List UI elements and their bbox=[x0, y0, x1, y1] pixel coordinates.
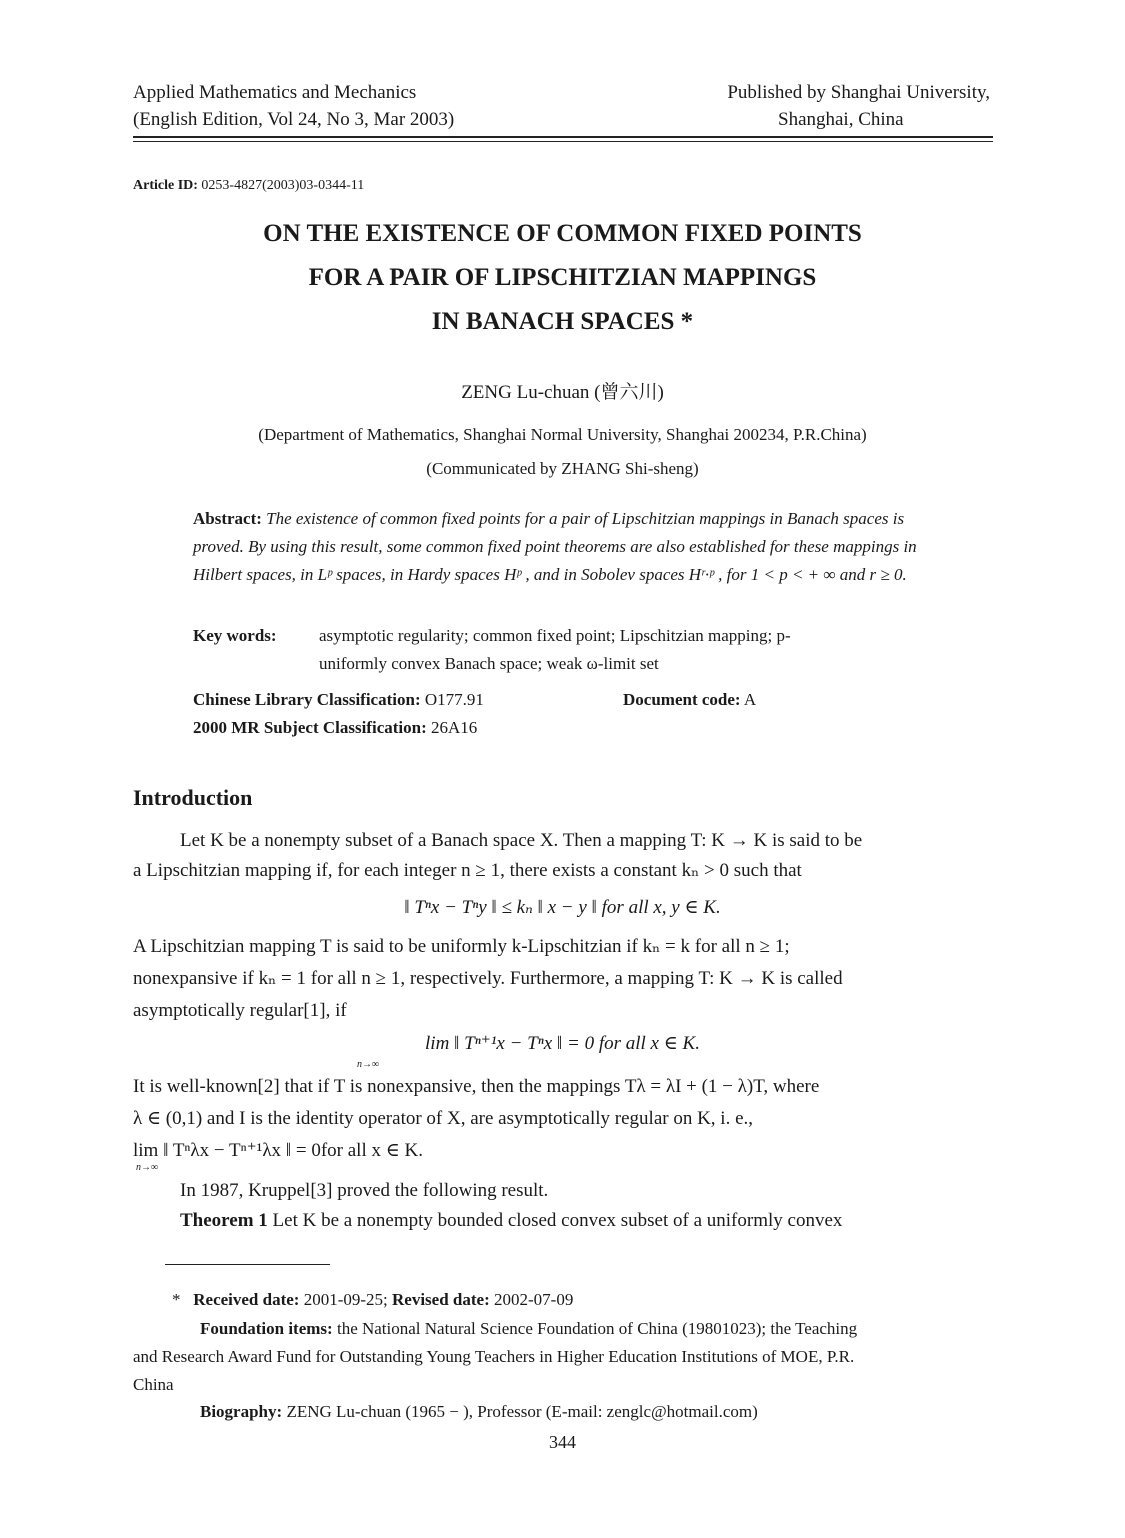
doc-code-value: A bbox=[743, 690, 757, 709]
article-id-value: 0253-4827(2003)03-0344-11 bbox=[201, 178, 365, 193]
header-rule-thick bbox=[133, 136, 993, 138]
para1-line-2: a Lipschitzian mapping if, for each integer n ≥ 1, there exists a constant kₙ > 0 such that bbox=[133, 860, 802, 881]
article-id-label: Article ID: bbox=[133, 178, 198, 193]
para2-line-2: nonexpansive if kₙ = 1 for all n ≥ 1, respectively. Furthermore, a mapping T: K → K is called bbox=[133, 968, 843, 989]
header-rule-thin bbox=[133, 141, 993, 142]
footnote-rule bbox=[165, 1264, 330, 1265]
classification bbox=[193, 686, 953, 742]
para3-line-1: It is well-known[2] that if T is nonexpansive, then the mappings Tλ = λI + (1 − λ)T, where bbox=[133, 1076, 820, 1097]
para3-subscript: n→∞ bbox=[136, 1162, 159, 1173]
page-number: 344 bbox=[549, 1432, 576, 1452]
affiliation-block bbox=[0, 418, 1125, 486]
mr-label: 2000 MR Subject Classification: bbox=[193, 718, 427, 737]
doc-code-label: Document code: bbox=[623, 690, 741, 709]
section-heading-introduction: Introduction bbox=[133, 785, 253, 810]
publisher-location: Shanghai, China bbox=[778, 109, 904, 130]
publisher: Published by Shanghai University, bbox=[727, 82, 990, 103]
para2-line-1: A Lipschitzian mapping T is said to be uniformly k-Lipschitzian if kₙ = k for all n ≥ 1; bbox=[133, 936, 790, 957]
footnote-biography bbox=[200, 1397, 1060, 1426]
footnote-foundation bbox=[200, 1314, 1060, 1343]
communicated-by: (Communicated by ZHANG Shi-sheng) bbox=[426, 459, 699, 478]
mr-value: 26A16 bbox=[430, 718, 478, 737]
foundation-text-3: China bbox=[133, 1375, 174, 1394]
footnote-dates bbox=[172, 1285, 1032, 1314]
title-line-3: IN BANACH SPACES * bbox=[431, 308, 694, 335]
biography-label: Biography: bbox=[200, 1402, 283, 1421]
para2-line-3: asymptotically regular[1], if bbox=[133, 1000, 347, 1021]
equation-asymptotic: lim ‖ Tⁿ⁺¹x − Tⁿx ‖ = 0 for all x ∈ K. bbox=[425, 1033, 700, 1054]
theorem-1-label: Theorem 1 bbox=[180, 1210, 268, 1231]
clc-value: O177.91 bbox=[424, 690, 484, 709]
article-id bbox=[133, 178, 364, 194]
foundation-text-2: and Research Award Fund for Outstanding Young Teachers in Higher Education Institutions of MOE, P.R. bbox=[133, 1347, 855, 1366]
revised-label: Revised date: bbox=[392, 1290, 490, 1309]
revised-value: 2002-07-09 bbox=[494, 1290, 574, 1309]
affiliation: (Department of Mathematics, Shanghai Normal University, Shanghai 200234, P.R.China) bbox=[258, 425, 867, 444]
equation-lipschitz: ‖ Tⁿx − Tⁿy ‖ ≤ kₙ ‖ x − y ‖ for all x, y ∈ K. bbox=[404, 897, 721, 918]
para3-line-2: λ ∈ (0,1) and I is the identity operator of X, are asymptotically regular on K, i. e., bbox=[133, 1108, 754, 1129]
foundation-label: Foundation items: bbox=[200, 1319, 333, 1338]
equation-asymptotic-subscript: n→∞ bbox=[357, 1059, 380, 1070]
theorem-1 bbox=[180, 1206, 1040, 1236]
abstract bbox=[193, 505, 933, 589]
received-label: Received date: bbox=[193, 1290, 300, 1309]
author: ZENG Lu-chuan (曾六川) bbox=[461, 382, 664, 403]
abstract-text: The existence of common fixed points for a pair of Lipschitzian mappings in Banach spaces is proved. By using this result, some common fixed point theorems are also established for these mappings in Hilbert spaces, in Lᵖ spaces, in Hardy spaces Hᵖ , and in Sobolev spaces Hʳ·ᵖ , for 1 < p < + ∞ and r ≥ 0. bbox=[193, 509, 917, 584]
foundation-text-1: the National Natural Science Foundation of China (19801023); the Teaching bbox=[336, 1319, 858, 1338]
keywords-line-1: asymptotic regularity; common fixed point; Lipschitzian mapping; p- bbox=[319, 626, 791, 645]
para4: In 1987, Kruppel[3] proved the following result. bbox=[180, 1180, 549, 1201]
paper-title bbox=[0, 212, 1125, 344]
footnote-star: * bbox=[172, 1290, 181, 1309]
theorem-1-text: Let K be a nonempty bounded closed convex subset of a uniformly convex bbox=[272, 1210, 843, 1231]
keywords-line-2: uniformly convex Banach space; weak ω-limit set bbox=[319, 654, 659, 673]
biography-text: ZENG Lu-chuan (1965 − ), Professor (E-mail: zenglc@hotmail.com) bbox=[286, 1402, 758, 1421]
keywords bbox=[193, 622, 953, 678]
received-value: 2001-09-25; bbox=[303, 1290, 388, 1309]
title-line-2: FOR A PAIR OF LIPSCHITZIAN MAPPINGS bbox=[308, 264, 817, 291]
para3-line-3: lim ‖ Tⁿλx − Tⁿ⁺¹λx ‖ = 0for all x ∈ K. bbox=[133, 1140, 424, 1161]
journal-edition: (English Edition, Vol 24, No 3, Mar 2003) bbox=[133, 109, 455, 130]
para1-line-1: Let K be a nonempty subset of a Banach space X. Then a mapping T: K → K is said to be bbox=[180, 830, 863, 851]
journal-name: Applied Mathematics and Mechanics bbox=[133, 82, 417, 103]
keywords-label: Key words: bbox=[193, 626, 277, 645]
abstract-label: Abstract: bbox=[193, 509, 262, 528]
clc-label: Chinese Library Classification: bbox=[193, 690, 421, 709]
title-line-1: ON THE EXISTENCE OF COMMON FIXED POINTS bbox=[263, 220, 862, 247]
